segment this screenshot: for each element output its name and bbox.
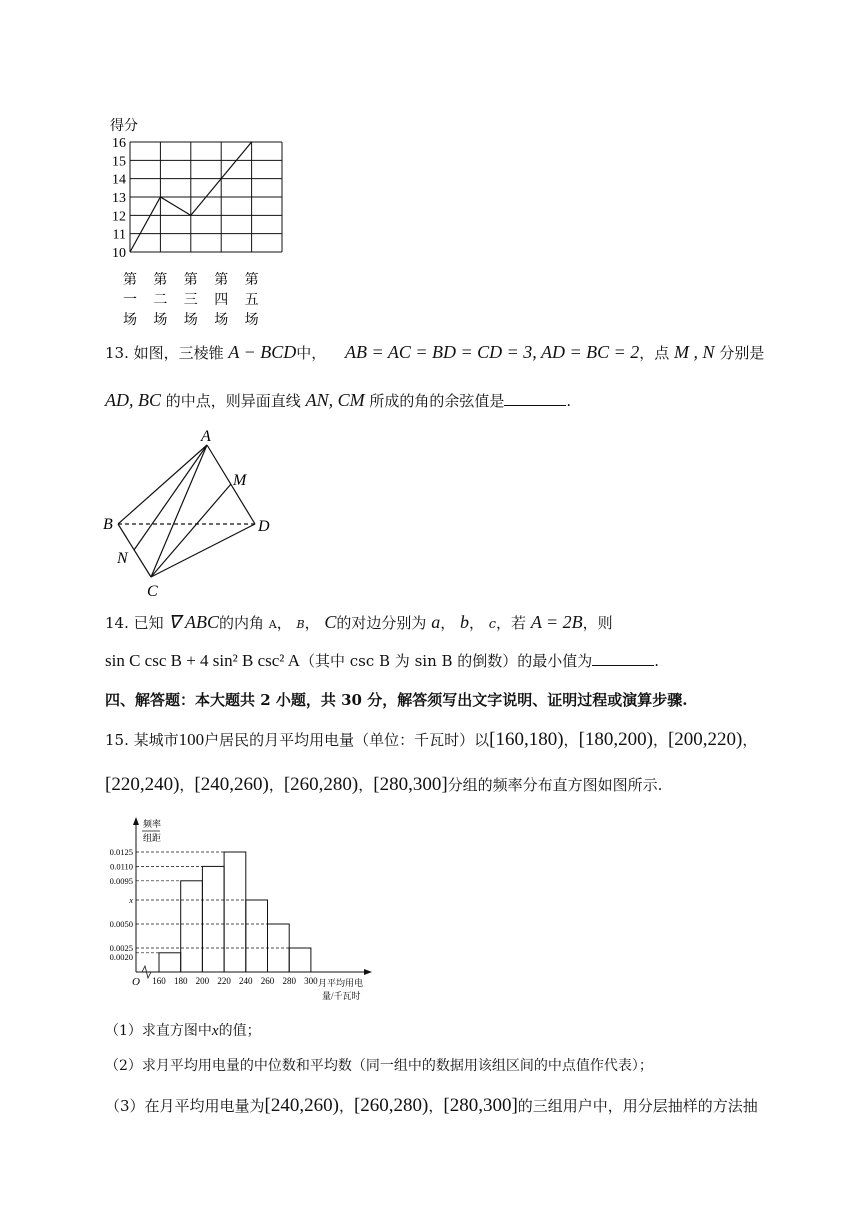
q14-text: . [654,652,660,670]
q13-line2 [105,389,571,412]
answer-blank[interactable] [592,651,654,666]
q13-text: 的中点，则异面直线 [165,392,301,410]
score-xtick-char: 场 [123,313,137,327]
label-N: N [117,550,128,567]
histogram-bar [202,866,224,972]
frequency-histogram [100,815,385,1005]
hist-x-arrow [364,969,372,975]
q14-angle-C: C [324,612,337,632]
q14-text: 14. 已知 [105,614,164,632]
q14-triangle: ∇ ABC [168,612,219,632]
hist-ylabel-bottom: 组距 [143,833,162,843]
label-M: M [233,472,247,489]
score-chart-xticks [123,272,259,327]
hist-ytick-label: 0.0025 [109,943,133,953]
hist-xlabel-top: 月平均用电 [318,978,364,988]
edge-AC [151,445,207,577]
q15-text: （2）求月平均用电量的中位数和平均数（同一组中的数据用该组区间的中点值作代表）； [105,1058,653,1074]
q13-text: 13. 如图，三棱锥 [105,344,224,362]
interval: [280,300] [373,774,448,795]
label-D: D [258,518,270,535]
q15-text: 的三组用户中，用分层抽样的方法抽 [517,1097,758,1115]
q15-line1: 15. 某城市100户居民的月平均用电量（单位：千瓦时）以[160,180)，[180,200)，[200,220)， [105,729,758,750]
histogram-bar [246,900,268,972]
hist-y-arrow [133,817,139,825]
q13-solid: A − BCD [228,342,297,362]
q14-side-a: a [431,612,441,632]
q15-text: 户居民的月平均用电量（单位：千瓦时）以 [204,731,490,749]
hist-bars [159,852,311,972]
interval: [260,280) [353,1095,429,1116]
hist-ytick-label: 0.0110 [109,861,133,872]
q14-text: ，则 [582,614,613,632]
score-xtick-char: 第 [183,273,198,288]
score-ytick-label: 13 [112,191,126,206]
score-ytick-label: 10 [112,246,126,261]
q13-condition: AB = AC = BD = CD = 3, AD = BC = 2 [345,342,640,362]
interval: [260,280) [283,774,359,795]
q14-text: ，若 [496,614,527,632]
hist-xtick-label: 300 [304,976,318,986]
q13-line1 [105,341,764,364]
hist-xlabel-bottom: 量/千瓦时 [322,991,361,1001]
edge-AB [118,445,207,524]
hist-ylabel-top: 频率 [143,819,162,829]
q15-count: 100 [178,730,205,749]
hist-ytick-label: x [129,895,133,905]
q13-text: 中， [296,344,327,362]
q15-line2: [220,240)，[240,260)，[260,280)，[280,300]分组的频率分布直方图如图所示. [105,774,663,795]
hist-ytick-label: 0.0095 [109,875,133,886]
histogram-bar [181,881,203,972]
q15-part2 [105,1055,653,1077]
score-ytick-label: 11 [112,227,126,243]
score-ytick-label: 12 [112,209,126,225]
q13-text: . [566,392,572,410]
q15-text: （3）在月平均用电量为 [105,1097,265,1115]
q15-text: 的值； [218,1023,261,1039]
hist-xtick-label: 280 [282,976,296,986]
hist-xticks [152,976,318,986]
q13-text: 所成的角的余弦值是 [369,392,505,410]
score-xtick-char: 场 [153,313,168,327]
q14-text: （其中 csc B 为 sin B 的倒数）的最小值为 [299,652,593,670]
hist-yticks [110,847,134,962]
score-xtick-char: 一 [123,293,137,308]
q13-lines: AN, CM [305,390,365,410]
edge-CD [151,524,255,577]
hist-xtick-label: 240 [239,976,253,986]
hist-ytick-label: 0.0050 [109,919,133,929]
histogram-bar [224,852,246,972]
score-xtick-char: 第 [214,273,229,288]
q15-variable: x [211,1023,219,1039]
score-xtick-char: 第 [123,273,137,288]
score-xtick-char: 五 [244,293,259,308]
interval: [220,240) [105,774,180,795]
score-xtick-char: 四 [214,293,229,308]
q14-expression: sin C csc B + 4 sin² B csc² A [105,651,300,670]
answer-blank[interactable] [504,391,566,406]
score-line-chart [100,112,310,327]
label-B: B [103,516,113,533]
hist-origin: O [132,976,140,988]
q13-text: ，点 [639,344,670,362]
hist-guides [136,852,289,953]
hist-xtick-label: 260 [260,976,275,986]
interval: [280,300] [443,1095,518,1116]
score-xtick-char: 三 [183,293,198,308]
score-xtick-char: 第 [153,273,168,288]
label-A: A [201,428,211,445]
q14-angle-A: A [268,618,277,631]
q14-line2 [105,650,659,672]
score-xtick-char: 场 [183,313,198,327]
interval: [240,260) [264,1095,339,1116]
hist-xtick-label: 220 [217,976,231,986]
q14-text: 的内角 [218,614,264,632]
histogram-bar [289,948,311,972]
q15-text: （1）求直方图中 [105,1023,212,1039]
segment-AN [134,445,207,550]
tetrahedron-figure [95,425,285,600]
q13-text: 分别是 [719,344,765,362]
section-heading: 四、解答题：本大题共 2 小题，共 30 分，解答须写出文字说明、证明过程或演算步骤. [105,691,688,709]
q14-condition: A = 2B [530,612,583,632]
interval: [160,180) [489,729,564,750]
hist-xtick-label: 180 [173,976,188,986]
label-C: C [147,583,158,600]
q14-side-c: c [488,617,497,632]
q15-part3: （3）在月平均用电量为[240,260)，[260,280)，[280,300]的三组用户中，用分层抽样的方法抽 [105,1095,758,1116]
q14-line1: 14. 已知 ∇ ABC的内角 A， B， C的对边分别为 a， b， c，若 A = 2B，则 [105,612,613,632]
q14-side-b: b [459,612,469,632]
hist-ytick-label: 0.0125 [109,847,133,857]
interval: [180,200) [578,729,653,750]
interval: [200,220) [667,729,743,750]
q15-text: 15. 某城市 [105,731,179,749]
interval: [240,260) [194,774,269,795]
segment-CM [151,484,231,577]
score-xtick-char: 二 [153,293,168,308]
score-xtick-char: 场 [214,313,229,327]
q13-points: AD, BC [105,390,161,410]
histogram-bar [159,953,181,972]
q14-text: 的对边分别为 [336,614,427,632]
score-ytick-label: 16 [112,136,126,151]
hist-xtick-label: 200 [195,976,210,986]
q15-text: 分组的频率分布直方图如图所示. [447,776,663,794]
score-chart-yticks [112,136,126,261]
q15-part1 [105,1020,261,1042]
q14-text: ， [304,614,320,632]
q14-text: ， [276,614,292,632]
q13-points: M , N [674,342,715,362]
hist-xtick-label: 160 [152,976,166,986]
score-xtick-char: 场 [244,313,259,327]
q14-angle-B: B [296,618,305,631]
score-ytick-label: 14 [112,172,126,188]
hist-ytick-label: 0.0020 [109,951,133,962]
score-chart-ylabel: 得分 [110,119,138,134]
score-xtick-char: 第 [244,273,259,288]
score-ytick-label: 15 [112,154,126,170]
